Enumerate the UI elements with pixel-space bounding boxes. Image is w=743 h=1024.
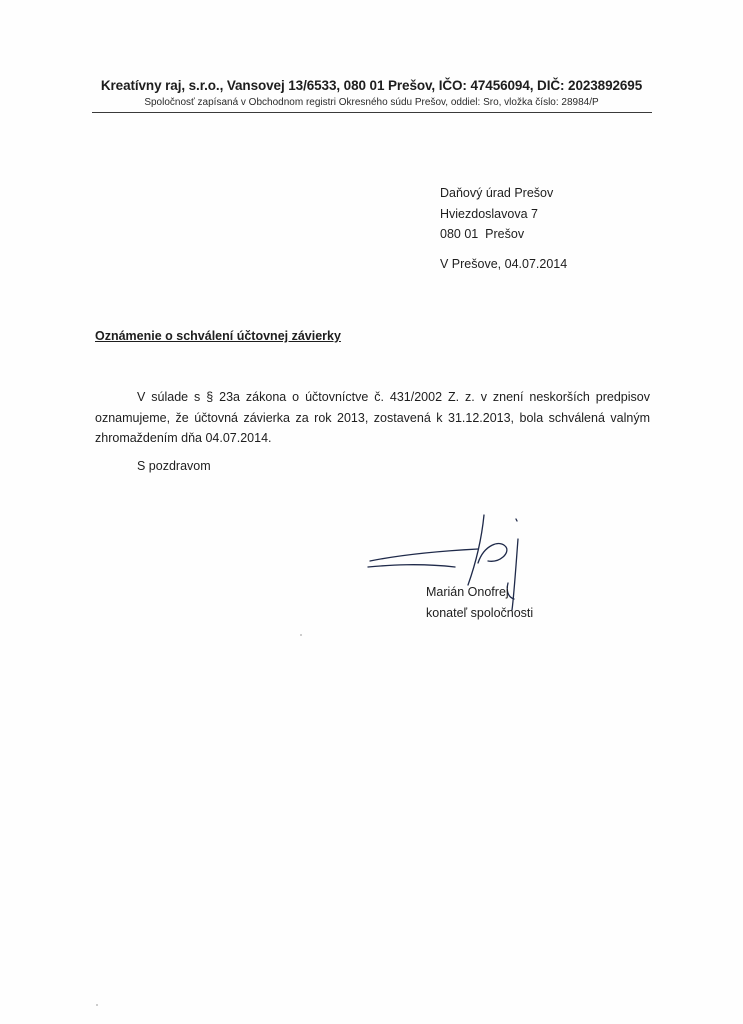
signer-title: konateľ spoločnosti: [426, 605, 534, 620]
letter-body: [95, 387, 650, 449]
header-divider: [92, 112, 652, 113]
signer-name: Marián Onofrej: [426, 585, 509, 599]
recipient-name: Daňový úrad Prešov: [440, 186, 554, 200]
letter-date: V Prešove, 04.07.2014: [440, 257, 568, 271]
scan-speck: [300, 634, 302, 636]
company-registration: Spoločnosť zapísaná v Obchodnom registri Okresného súdu Prešov, oddiel: Sro, vložka číslo: 28984/P: [144, 97, 599, 108]
body-paragraph: V súlade s § 23a zákona o účtovníctve č. 431/2002 Z. z. v znení neskorších predpisov oznamujeme, že účtovná závierka za rok 2013, zostavená k 31.12.2013, bola schválená valným zhromaždením dňa 04.07.2014.: [95, 390, 650, 445]
recipient-street: Hviezdoslavova 7: [440, 206, 538, 221]
company-header: Kreatívny raj, s.r.o., Vansovej 13/6533, 080 01 Prešov, IČO: 47456094, DIČ: 2023892695: [100, 78, 643, 93]
letter-closing: S pozdravom: [137, 459, 211, 473]
recipient-address: [440, 183, 553, 245]
signer-block: [426, 582, 533, 623]
letter-subject: Oznámenie o schválení účtovnej závierky: [95, 329, 341, 343]
recipient-city: 080 01 Prešov: [440, 227, 525, 241]
scan-speck: [96, 1004, 98, 1006]
